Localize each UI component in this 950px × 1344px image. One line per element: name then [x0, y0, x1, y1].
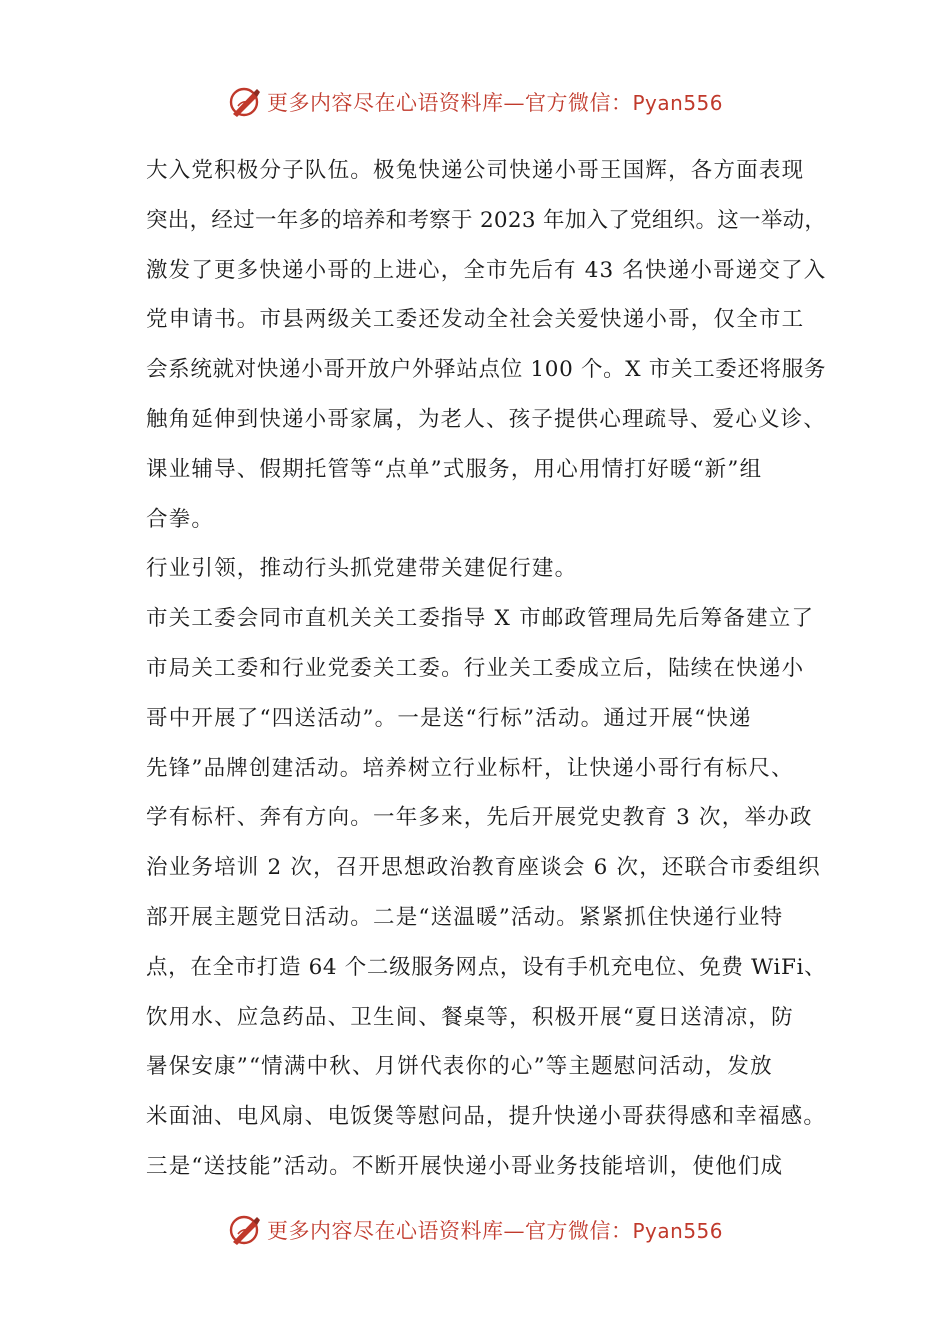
watermark-handle: Pyan556	[632, 1219, 723, 1243]
body-line: 哥中开展了“四送活动”。一是送“行标”活动。通过开展“快递	[146, 705, 752, 731]
body-line: 米面油、电风扇、电饭煲等慰问品，提升快递小哥获得感和幸福感。	[146, 1104, 827, 1130]
footer-watermark	[0, 1208, 950, 1252]
header-watermark	[0, 80, 950, 124]
watermark-text: 更多内容尽在心语资料库—官方微信：	[266, 91, 633, 115]
body-line: 部开展主题党日活动。二是“送温暖”活动。紧紧抓住快递行业特	[146, 904, 784, 930]
body-line: 点，在全市打造 64 个二级服务网点，设有手机充电位、免费 WiFi、	[146, 954, 827, 980]
body-line: 暑保安康”“情满中秋、月饼代表你的心”等主题慰问活动，发放	[146, 1054, 773, 1080]
body-line: 治业务培训 2 次，召开思想政治教育座谈会 6 次，还联合市委组织	[146, 855, 821, 881]
body-line: 课业辅导、假期托管等“点单”式服务，用心用情打好暖“新”组	[146, 456, 763, 482]
body-line: 触角延伸到快递小哥家属，为老人、孩子提供心理疏导、爱心义诊、	[146, 406, 827, 432]
pen-logo-icon	[227, 1212, 263, 1248]
body-line: 三是“送技能”活动。不断开展快递小哥业务技能培训，使他们成	[146, 1153, 784, 1179]
watermark-handle: Pyan556	[632, 91, 723, 115]
body-line: 市关工委会同市直机关关工委指导 X 市邮政管理局先后筹备建立了	[146, 606, 815, 632]
document-body	[146, 146, 826, 1192]
pen-logo-icon	[227, 84, 263, 120]
body-line: 会系统就对快递小哥开放户外驿站点位 100 个。X 市关工委还将服务	[146, 357, 827, 383]
body-line: 学有标杆、奔有方向。一年多来，先后开展党史教育 3 次，举办政	[146, 805, 813, 831]
watermark-text: 更多内容尽在心语资料库—官方微信：	[266, 1219, 633, 1243]
body-line: 市局关工委和行业党委关工委。行业关工委成立后，陆续在快递小	[146, 655, 805, 681]
body-line: 行业引领，推动行头抓党建带关建促行建。	[146, 556, 578, 582]
body-line: 突出，经过一年多的培养和考察于 2023 年加入了党组织。这一举动，	[146, 207, 827, 233]
body-line: 先锋”品牌创建活动。培养树立行业标杆，让快递小哥行有标尺、	[146, 755, 794, 781]
body-line: 激发了更多快递小哥的上进心，全市先后有 43 名快递小哥递交了入	[146, 257, 827, 283]
body-line: 饮用水、应急药品、卫生间、餐桌等，积极开展“夏日送清凉，防	[146, 1004, 794, 1030]
body-line: 大入党积极分子队伍。极兔快递公司快递小哥王国辉，各方面表现	[146, 158, 805, 183]
body-line: 党申请书。市县两级关工委还发动全社会关爱快递小哥，仅全市工	[146, 307, 805, 333]
body-line: 合拳。	[146, 506, 215, 532]
